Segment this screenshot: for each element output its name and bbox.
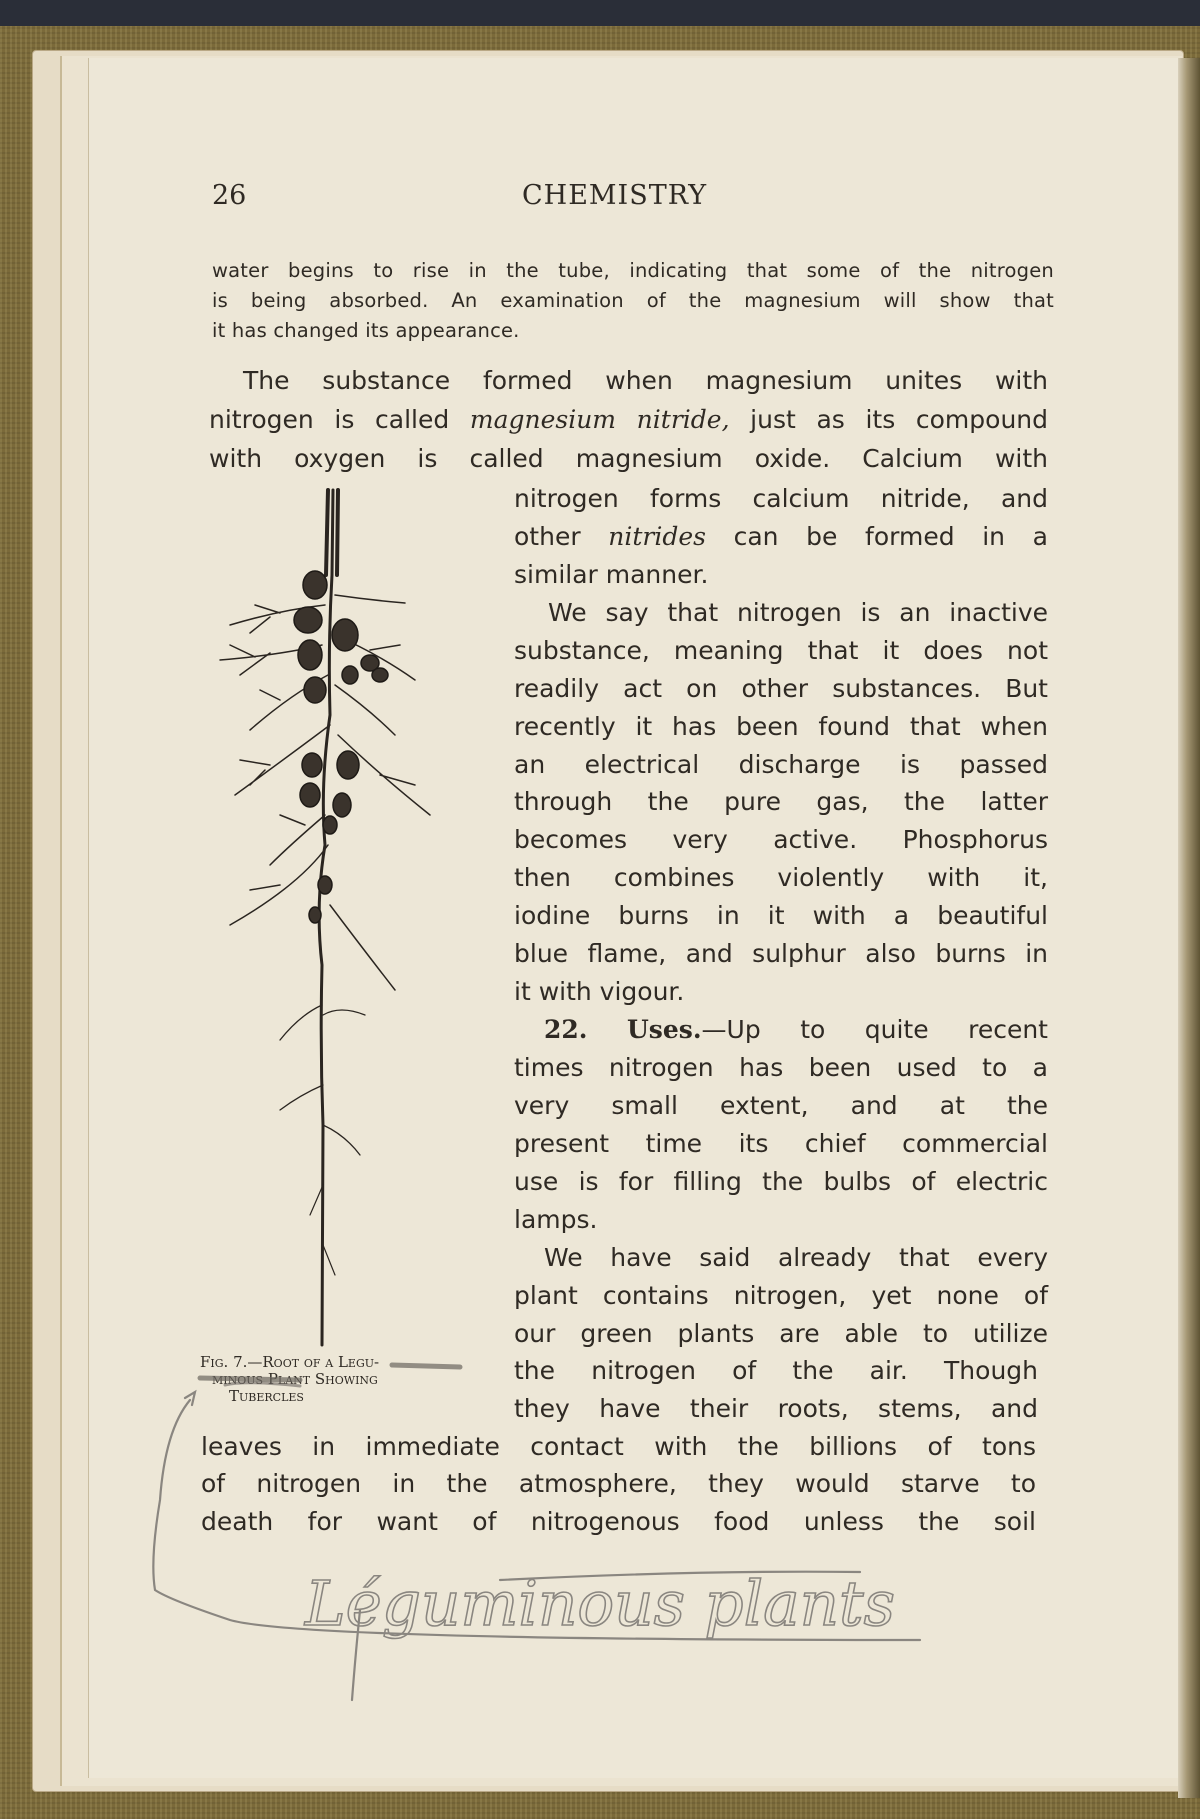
text-line: our green plants are able to utilize <box>514 1319 1048 1348</box>
text-line: an electrical discharge is passed <box>514 750 1048 779</box>
italic-term: nitrides <box>608 522 706 551</box>
text-line: substance, meaning that it does not <box>514 636 1048 665</box>
section-number: 22. <box>544 1015 588 1044</box>
text-line: then combines violently with it, <box>514 863 1048 892</box>
intro-line: water begins to rise in the tube, indicating that some of the nitrogen <box>212 259 1054 282</box>
text-line: iodine burns in it with a beautiful <box>514 901 1048 930</box>
text-line: present time its chief commercial <box>514 1129 1048 1158</box>
text-line: the nitrogen of the air. Though <box>514 1356 1038 1385</box>
text-line: lamps. <box>514 1205 598 1234</box>
text-line: The substance formed when magnesium unites with <box>243 366 1048 395</box>
text-line: death for want of nitrogenous food unless the soil <box>201 1507 1036 1536</box>
text-line: plant contains nitrogen, yet none of <box>514 1281 1048 1310</box>
figure-caption-line: minous Plant Showing <box>212 1370 378 1388</box>
figure-caption-line: Fig. 7.—Root of a Legu- <box>200 1353 380 1371</box>
text-line: similar manner. <box>514 560 709 589</box>
figure-caption-line: Tubercles <box>229 1387 304 1405</box>
text-line: of nitrogen in the atmosphere, they would starve to <box>201 1469 1036 1498</box>
text-line: recently it has been found that when <box>514 712 1048 741</box>
intro-line: is being absorbed. An examination of the magnesium will show that <box>212 289 1054 312</box>
text-span: nitrogen is called <box>209 405 470 434</box>
text-line: times nitrogen has been used to a <box>514 1053 1048 1082</box>
running-title: CHEMISTRY <box>522 180 708 211</box>
text-span: —Up to quite recent <box>701 1015 1048 1044</box>
text-line: through the pure gas, the latter <box>514 787 1048 816</box>
text-line: it with vigour. <box>514 977 685 1006</box>
text-line: We have said already that every <box>544 1243 1048 1272</box>
text-span: other <box>514 522 609 551</box>
page-number: 26 <box>212 180 247 211</box>
text-line: We say that nitrogen is an inactive <box>548 598 1048 627</box>
italic-term: magnesium nitride, <box>469 405 730 434</box>
text-line: very small extent, and at the <box>514 1091 1048 1120</box>
handwritten-note: Léguminous plants <box>304 1567 896 1640</box>
text-line: becomes very active. Phosphorus <box>514 825 1048 854</box>
text-line: nitrogen forms calcium nitride, and <box>514 484 1048 513</box>
text-line: readily act on other substances. But <box>514 674 1048 703</box>
text-line: leaves in immediate contact with the billions of tons <box>201 1432 1036 1461</box>
text-line: with oxygen is called magnesium oxide. Calcium with <box>209 444 1048 473</box>
text-line: use is for filling the bulbs of electric <box>514 1167 1048 1196</box>
text-span: just as its compound <box>729 405 1048 434</box>
intro-line: it has changed its appearance. <box>212 319 520 342</box>
text-line: blue flame, and sulphur also burns in <box>514 939 1048 968</box>
text-line: they have their roots, stems, and <box>514 1394 1038 1423</box>
section-title: Uses. <box>626 1015 702 1044</box>
text-span: can be formed in a <box>705 522 1048 551</box>
